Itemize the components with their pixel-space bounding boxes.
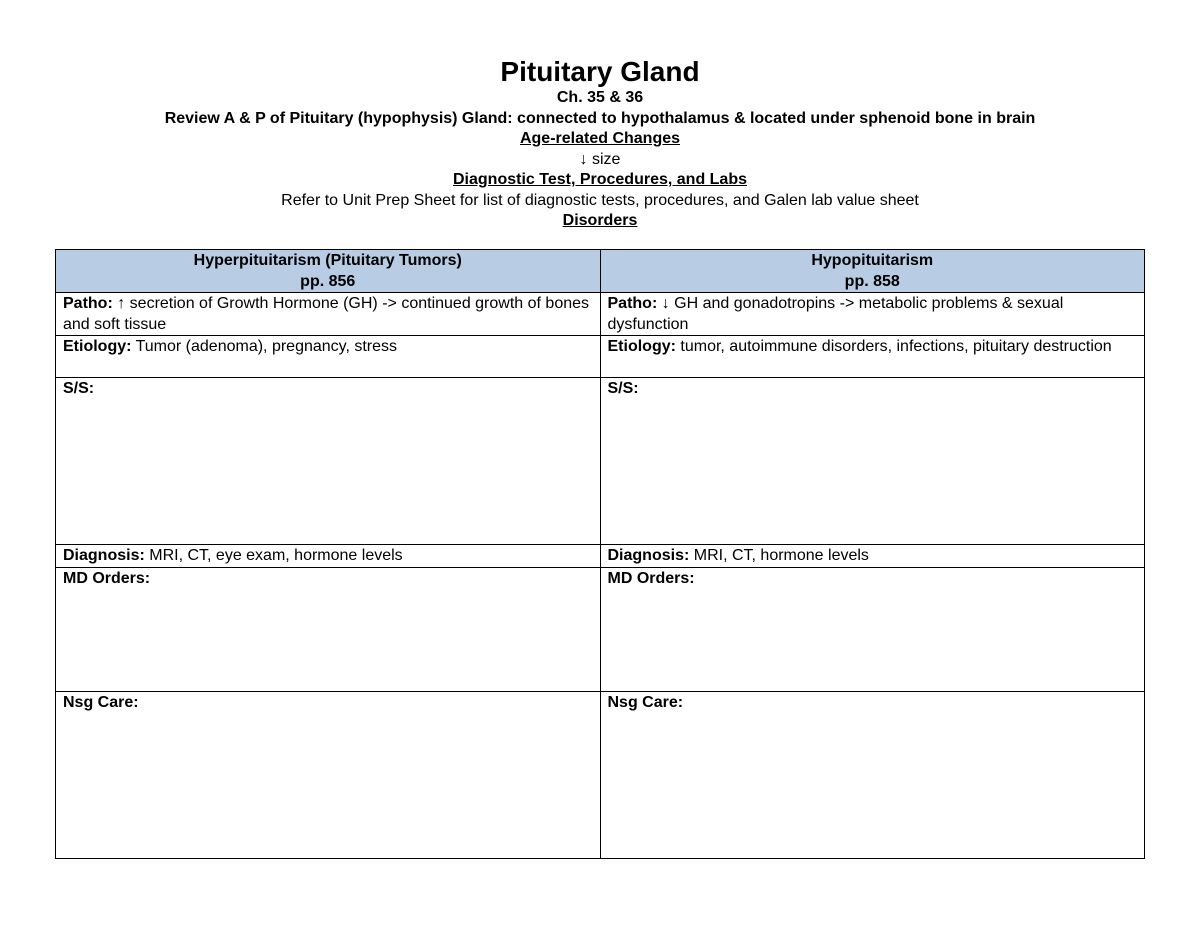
table-header-row xyxy=(56,250,1145,293)
column-pages: pp. 858 xyxy=(844,272,900,290)
row-label: Diagnosis: xyxy=(607,547,690,564)
row-label: Etiology: xyxy=(607,338,676,355)
row-label: S/S: xyxy=(63,380,95,397)
cell-value: ↓ GH and gonadotropins -> metabolic problems & sexual dysfunction xyxy=(607,295,1064,333)
row-label: Patho: xyxy=(607,295,658,312)
table-row-diagnosis xyxy=(56,545,1145,568)
table-row-etiology xyxy=(56,336,1145,378)
column-header-hyperpituitarism xyxy=(56,250,601,293)
cell-value: MRI, CT, hormone levels xyxy=(693,547,869,564)
column-title: Hypopituitarism xyxy=(811,252,934,269)
cell-ss-hyper xyxy=(56,378,601,545)
age-changes-text: ↓ size xyxy=(579,150,621,168)
cell-nsg-care-hyper xyxy=(56,691,601,858)
diagnostic-text: Refer to Unit Prep Sheet for list of diagnostic tests, procedures, and Galen lab value sheet xyxy=(281,191,919,209)
disorders-table xyxy=(55,249,1145,859)
table-row-patho xyxy=(56,293,1145,336)
cell-value: ↑ secretion of Growth Hormone (GH) -> continued growth of bones and soft tissue xyxy=(63,295,590,333)
cell-value: tumor, autoimmune disorders, infections, pituitary destruction xyxy=(680,338,1112,355)
cell-nsg-care-hypo xyxy=(600,691,1145,858)
diagnostic-heading: Diagnostic Test, Procedures, and Labs xyxy=(453,171,747,188)
row-label: MD Orders: xyxy=(607,569,695,587)
column-pages: pp. 856 xyxy=(300,272,356,290)
cell-value: MRI, CT, eye exam, hormone levels xyxy=(149,547,403,564)
row-label: Etiology: xyxy=(63,338,132,355)
review-line: Review A & P of Pituitary (hypophysis) Gland: connected to hypothalamus & located under sphenoid bone in brain xyxy=(164,109,1036,127)
table-row-nsg-care xyxy=(56,691,1145,858)
cell-etiology-hypo xyxy=(600,336,1145,378)
cell-ss-hypo xyxy=(600,378,1145,545)
row-label: Nsg Care: xyxy=(63,693,139,711)
chapter-reference: Ch. 35 & 36 xyxy=(556,89,644,106)
cell-patho-hypo xyxy=(600,293,1145,336)
cell-md-orders-hypo xyxy=(600,567,1145,691)
age-changes-heading: Age-related Changes xyxy=(519,130,681,147)
row-label: Nsg Care: xyxy=(607,693,684,711)
cell-diagnosis-hyper xyxy=(56,545,601,568)
column-title: Hyperpituitarism (Pituitary Tumors) xyxy=(193,252,462,269)
row-label: Patho: xyxy=(63,295,113,312)
column-header-hypopituitarism xyxy=(600,250,1145,293)
row-label: S/S: xyxy=(607,380,639,397)
row-label: Diagnosis: xyxy=(63,547,145,564)
cell-etiology-hyper xyxy=(56,336,601,378)
document-header xyxy=(0,56,1200,232)
disorders-heading: Disorders xyxy=(562,212,638,229)
cell-md-orders-hyper xyxy=(56,567,601,691)
cell-diagnosis-hypo xyxy=(600,545,1145,568)
table-row-signs-symptoms xyxy=(56,378,1145,545)
page-title: Pituitary Gland xyxy=(500,56,700,87)
cell-patho-hyper xyxy=(56,293,601,336)
row-label: MD Orders: xyxy=(63,569,151,587)
cell-value: Tumor (adenoma), pregnancy, stress xyxy=(135,338,398,355)
table-row-md-orders xyxy=(56,567,1145,691)
